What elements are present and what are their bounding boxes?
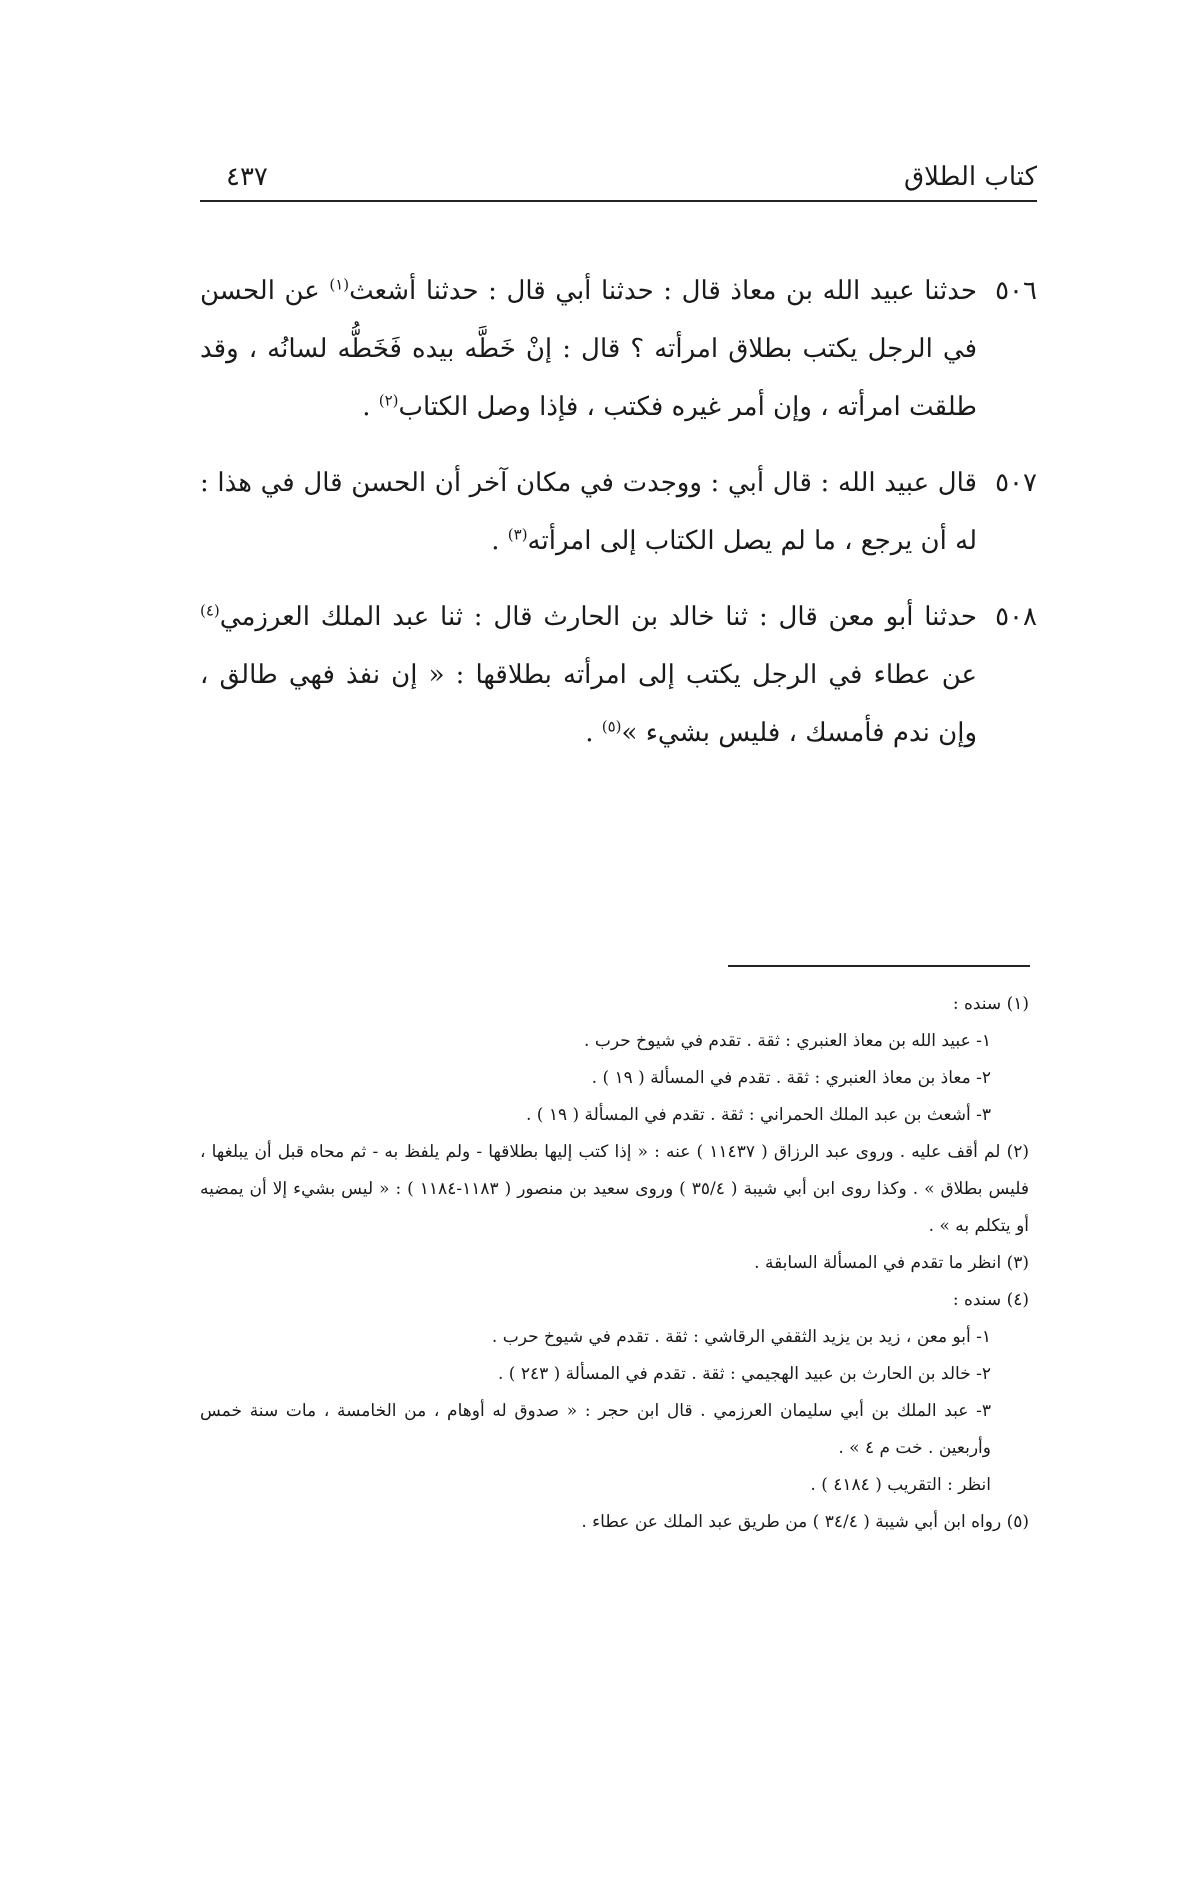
book-title: كتاب الطلاق	[903, 162, 1037, 192]
entry-506	[200, 262, 1037, 436]
footnote-5: (٥) رواه ابن أبي شيبة ( ٣٤/٤ ) من طريق عبد الملك عن عطاء .	[581, 1512, 1029, 1532]
entry-text-part: .	[362, 392, 379, 422]
header-divider	[200, 200, 1037, 202]
footnote-label: (٤) سنده :	[952, 1290, 1029, 1310]
entry-text	[200, 454, 977, 570]
footnote-1	[200, 986, 1029, 1134]
entry-508	[200, 588, 1037, 762]
entry-text-part: عن الحسن في الرجل يكتب بطلاق امرأته ؟ قال : إنْ خَطَّه بيده فَخَطُّه لسانُه ، وقد طلقت امرأته ، وإن أمر غيره فكتب ، فإذا وصل الكتاب	[200, 276, 977, 422]
footnote-line: ٢- خالد بن الحارث بن عبيد الهجيمي : ثقة . تقدم في المسألة ( ٢٤٣ ) .	[497, 1364, 991, 1384]
running-header	[200, 160, 1037, 200]
footnote-line: ١- أبو معن ، زيد بن يزيد الثقفي الرقاشي : ثقة . تقدم في شيوخ حرب .	[491, 1327, 991, 1347]
entry-text-part: قال عبيد الله : قال أبي : ووجدت في مكان آخر أن الحسن قال في هذا : له أن يرجع ، ما لم يصل الكتاب إلى امرأته	[200, 468, 977, 556]
footnote-ref: (٥)	[601, 717, 622, 736]
footnote-line: ٣- أشعث بن عبد الملك الحمراني : ثقة . تقدم في المسألة ( ١٩ ) .	[525, 1105, 991, 1125]
footnote-3: (٣) انظر ما تقدم في المسألة السابقة .	[754, 1253, 1029, 1273]
footnote-ref: (١)	[329, 275, 350, 294]
entry-number: ٥٠٧	[995, 468, 1037, 498]
entry-507	[200, 454, 1037, 570]
footnote-label: (١) سنده :	[952, 994, 1029, 1014]
entry-number: ٥٠٦	[995, 276, 1037, 306]
entry-text-part: حدثنا عبيد الله بن معاذ قال : حدثنا أبي قال : حدثنا أشعث	[349, 276, 977, 306]
entry-text	[200, 262, 977, 436]
footnote-line: ٢- معاذ بن معاذ العنبري : ثقة . تقدم في المسألة ( ١٩ ) .	[591, 1068, 991, 1088]
footnote-2: (٢) لم أقف عليه . وروى عبد الرزاق ( ١١٤٣٧ ) عنه : « إذا كتب إليها بطلاقها - ولم يلفظ به - ثم محاه قبل أن يبلغها ، فليس بطلاق » . وكذا روى ابن أبي شيبة ( ٣٥/٤ ) وروى سعيد بن منصور ( ١١٨٣-١١٨٤ ) : « ليس بشيء إلا أن يمضيه أو يتكلم به » .	[200, 1142, 1030, 1236]
entry-text	[200, 588, 977, 762]
entry-number: ٥٠٨	[995, 602, 1037, 632]
footnote-4	[200, 1282, 1029, 1504]
footnote-ref: (٤)	[200, 601, 220, 620]
footnote-line: انظر : التقريب ( ٤١٨٤ ) .	[810, 1475, 991, 1495]
entry-text-part: .	[491, 526, 508, 556]
entry-text-part: عن عطاء في الرجل يكتب إلى امرأته بطلاقها : « إن نفذ فهي طالق ، وإن ندم فأمسك ، فليس بشيء »	[200, 660, 977, 748]
main-text	[200, 262, 1037, 780]
footnote-line: ٣- عبد الملك بن أبي سليمان العرزمي . قال ابن حجر : « صدوق له أوهام ، من الخامسة ، مات سنة خمس وأربعين . خت م ٤ » .	[200, 1401, 991, 1458]
entry-text-part: حدثنا أبو معن قال : ثنا خالد بن الحارث قال : ثنا عبد الملك العرزمي	[219, 602, 977, 632]
footnotes	[200, 986, 1029, 1541]
footnote-ref: (٢)	[378, 391, 399, 410]
footnote-divider	[728, 965, 1030, 967]
footnote-ref: (٣)	[507, 525, 528, 544]
page-number: ٤٣٧	[226, 162, 268, 192]
footnote-line: ١- عبيد الله بن معاذ العنبري : ثقة . تقدم في شيوخ حرب .	[584, 1031, 991, 1051]
entry-text-part: .	[585, 718, 602, 748]
